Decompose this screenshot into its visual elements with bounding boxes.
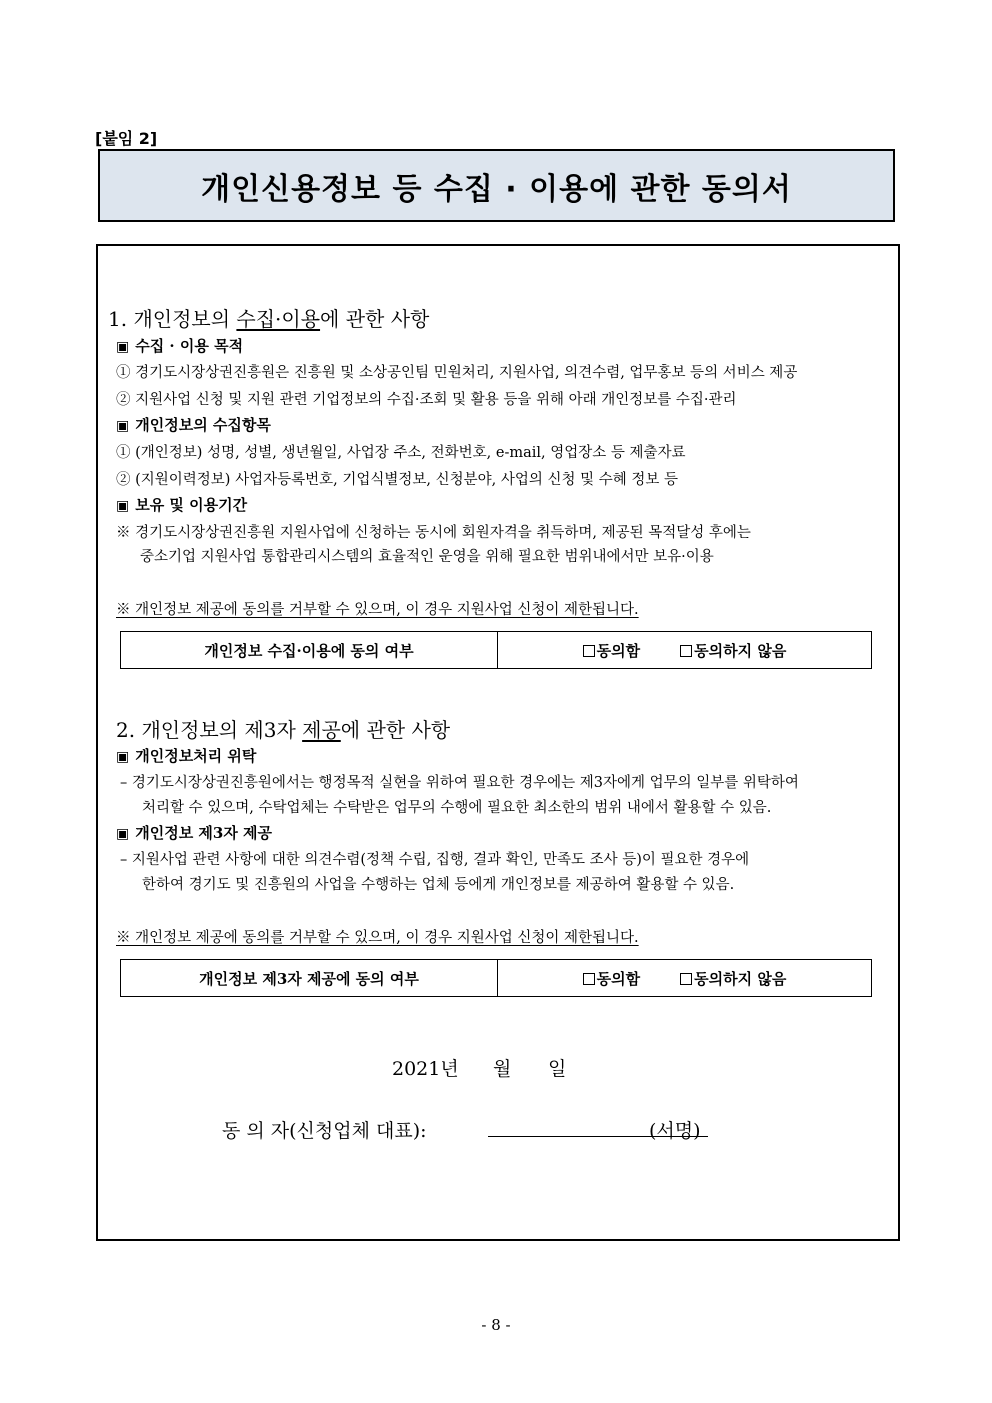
items-2: ② (지원이력정보) 사업자등록번호, 기업식별정보, 신청분야, 사업의 신청 및 수혜 정보 등 [116,472,678,488]
section2-title [116,714,450,743]
date-year: 2021년 [392,1058,459,1080]
square-bullet-icon: ▣ [116,339,130,355]
signature-mark: (서명) [649,1120,701,1142]
section1-consent-table [120,631,872,669]
retention-1: ※ 경기도시장상권진흥원 지원사업에 신청하는 동시에 회원자격을 취득하며, 제공된 목적달성 후에는 [116,525,751,541]
items-heading [116,414,271,435]
section1-disagree-label: 동의하지 않음 [694,641,787,660]
square-bullet-icon: ▣ [116,418,130,434]
section2-consent-label: 개인정보 제3자 제공에 동의 여부 [121,960,498,996]
checkbox-icon[interactable] [680,973,692,985]
section2-agree-label: 동의함 [596,969,641,988]
retention-heading-text: 보유 및 이용기간 [135,496,248,514]
section2-title-pre: 2. 개인정보의 제3자 [116,718,303,742]
section1-consent-options [498,632,871,668]
entrust-1: – 경기도시장상권진흥원에서는 행정목적 실현을 위하여 필요한 경우에는 제3자에게 업무의 일부를 위탁하여 [120,775,799,791]
section1-agree-option[interactable] [583,640,640,661]
provide-2: 한하여 경기도 및 진흥원의 사업을 수행하는 업체 등에게 개인정보를 제공하여 활용할 수 있음. [142,877,735,893]
provide-heading [116,822,272,843]
square-bullet-icon: ▣ [116,826,130,842]
date-day: 일 [548,1058,567,1080]
date-month: 월 [493,1058,512,1080]
signature-label: 동 의 자(신청업체 대표): [222,1120,427,1142]
purpose-item-2: ② 지원사업 신청 및 지원 관련 기업정보의 수집·조회 및 활용 등을 위해 아래 개인정보를 수집·관리 [116,392,737,408]
retention-heading [116,494,247,515]
section2-agree-option[interactable] [583,968,640,989]
section2-disagree-label: 동의하지 않음 [694,969,787,988]
document-title: 개인신용정보 등 수집 · 이용에 관한 동의서 [201,171,792,207]
checkbox-icon[interactable] [583,973,595,985]
section2-disagree-option[interactable] [680,968,786,989]
section2-notice: ※ 개인정보 제공에 동의를 거부할 수 있으며, 이 경우 지원사업 신청이 제한됩니다. [116,930,639,946]
attachment-label: [붙임 2] [95,129,158,148]
entrust-heading [116,745,256,766]
section2-consent-options [498,960,871,996]
section1-title-underlined: 수집·이용 [236,307,321,331]
page-number: - 8 - [481,1316,511,1334]
title-box [98,149,895,222]
entrust-heading-text: 개인정보처리 위탁 [135,747,257,765]
section1-consent-label: 개인정보 수집·이용에 동의 여부 [121,632,498,668]
section1-disagree-option[interactable] [680,640,786,661]
entrust-2: 처리할 수 있으며, 수탁업체는 수탁받은 업무의 수행에 필요한 최소한의 범위 내에서 활용할 수 있음. [142,800,772,816]
section1-agree-label: 동의함 [596,641,641,660]
purpose-heading-text: 수집 · 이용 목적 [135,337,244,355]
items-heading-text: 개인정보의 수집항목 [135,416,271,434]
purpose-item-1: ① 경기도시장상권진흥원은 진흥원 및 소상공인팀 민원처리, 지원사업, 의견수렴, 업무홍보 등의 서비스 제공 [116,365,798,381]
section2-consent-table [120,959,872,997]
section1-title [108,303,429,332]
section1-title-pre: 1. 개인정보의 [108,307,237,331]
retention-2: 중소기업 지원사업 통합관리시스템의 효율적인 운영을 위해 필요한 범위내에서만 보유·이용 [140,549,714,565]
section2-title-underlined: 제공 [302,718,341,742]
square-bullet-icon: ▣ [116,498,130,514]
provide-heading-text: 개인정보 제3자 제공 [135,824,273,842]
purpose-heading [116,335,243,356]
section2-title-post: 에 관한 사항 [340,718,451,742]
section1-notice: ※ 개인정보 제공에 동의를 거부할 수 있으며, 이 경우 지원사업 신청이 제한됩니다. [116,602,639,618]
checkbox-icon[interactable] [583,645,595,657]
section1-title-post: 에 관한 사항 [320,307,430,331]
provide-1: – 지원사업 관련 사항에 대한 의견수렴(정책 수립, 집행, 결과 확인, 만족도 조사 등)이 필요한 경우에 [120,852,750,868]
items-1: ① (개인정보) 성명, 성별, 생년월일, 사업장 주소, 전화번호, e-mail, 영업장소 등 제출자료 [116,445,686,461]
square-bullet-icon: ▣ [116,749,130,765]
checkbox-icon[interactable] [680,645,692,657]
